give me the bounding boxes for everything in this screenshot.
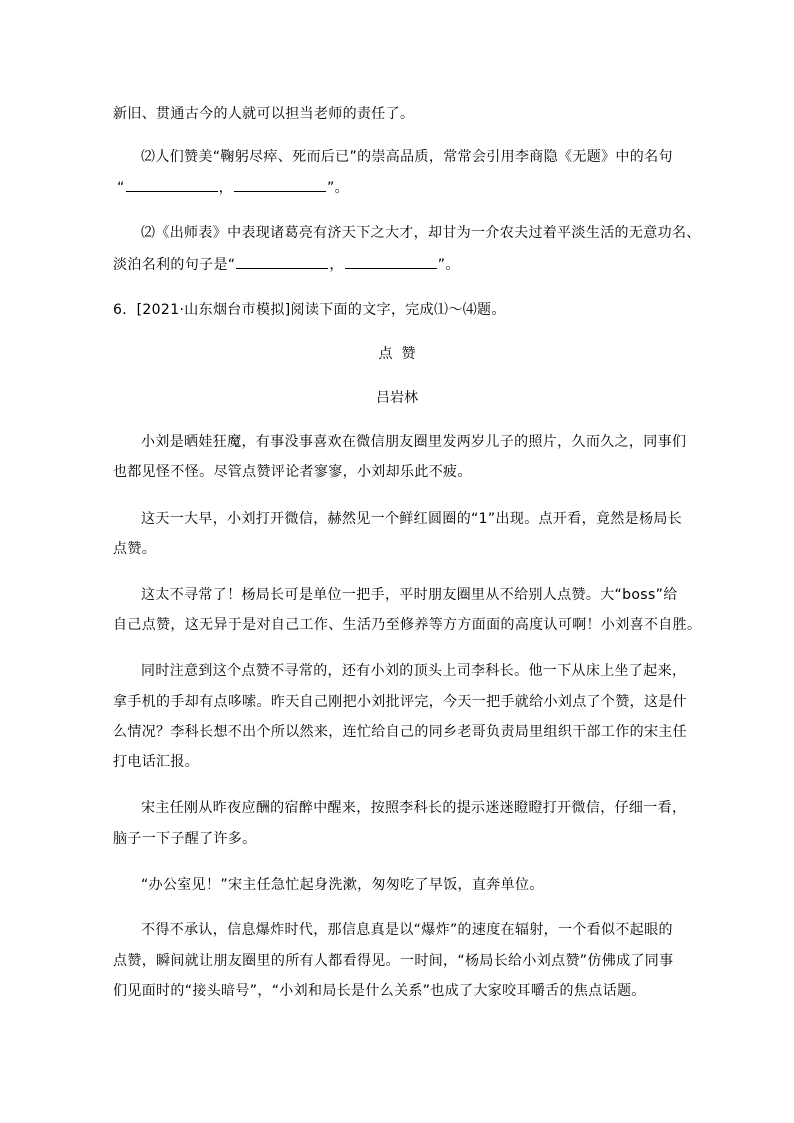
answer-blank-2[interactable] bbox=[234, 177, 326, 192]
paragraph-line: 自己点赞，这无异于是对自己工作、生活乃至修养等方方面面的高度认可啊！小刘喜不自胜。 bbox=[113, 617, 702, 633]
paragraph-line: 小刘是晒娃狂魔，有事没事喜欢在微信朋友圈里发两岁儿子的照片，久而久之，同事们 bbox=[141, 434, 687, 450]
answer-blank-4[interactable] bbox=[345, 254, 437, 269]
answer-blank-1[interactable] bbox=[126, 177, 218, 192]
story-title: 点 赞 bbox=[378, 346, 416, 362]
paragraph-continuation: 新旧、贯通古今的人就可以担当老师的责任了。 bbox=[113, 106, 415, 122]
open-quote: “ bbox=[117, 180, 125, 196]
paragraph-line: 宋主任刚从昨夜应酬的宿醉中醒来，按照李科长的提示迷迷瞪瞪打开微信，仔细一看， bbox=[141, 800, 687, 816]
question-2b-line2 bbox=[113, 254, 460, 275]
comma: ， bbox=[329, 257, 344, 273]
question-6-heading: 6．[2021·山东烟台市模拟]阅读下面的文字，完成⑴～⑷题。 bbox=[113, 302, 506, 318]
paragraph-line: 拿手机的手却有点哆嗦。昨天自己刚把小刘批评完，今天一把手就给小刘点了个赞，这是什 bbox=[113, 694, 687, 710]
story-author: 吕岩林 bbox=[376, 390, 418, 406]
paragraph-line: 点赞，瞬间就让朋友圈里的所有人都看得见。一时间，“杨局长给小刘点赞”仿佛成了同事 bbox=[113, 953, 674, 969]
paragraph-line: 不得不承认，信息爆炸时代，那信息真是以“爆炸”的速度在辐射，一个看似不起眼的 bbox=[141, 922, 673, 938]
paragraph-line: 这太不寻常了！杨局长可是单位一把手，平时朋友圈里从不给别人点赞。大“boss”给 bbox=[141, 587, 678, 603]
question-2a-line2 bbox=[117, 177, 349, 198]
paragraph-line: “办公室见！”宋主任急忙起身洗漱，匆匆吃了早饭，直奔单位。 bbox=[141, 877, 544, 893]
paragraph-line: 也都见怪不怪。尽管点赞评论者寥寥，小刘却乐此不疲。 bbox=[113, 464, 472, 480]
paragraph-line: 们见面时的“接头暗号”，“小刘和局长是什么关系”也成了大家咬耳嚼舌的焦点话题。 bbox=[113, 983, 646, 999]
paragraph-line: 打电话汇报。 bbox=[113, 754, 200, 770]
paragraph-line: 这天一大早，小刘打开微信，赫然见一个鲜红圆圈的“1”出现。点开看，竟然是杨局长 bbox=[141, 511, 683, 527]
answer-blank-3[interactable] bbox=[236, 254, 328, 269]
comma: ， bbox=[218, 180, 233, 196]
prefix-text: 淡泊名利的句子是“ bbox=[113, 257, 236, 273]
close-quote: ”。 bbox=[437, 257, 460, 273]
paragraph-line: 脑子一下子醒了许多。 bbox=[113, 831, 257, 847]
paragraph-line: 么情况？李科长想不出个所以然来，连忙给自己的同乡老哥负责局里组织干部工作的宋主任 bbox=[113, 724, 687, 740]
close-quote: ”。 bbox=[326, 180, 349, 196]
question-2b-line1: ⑵《出师表》中表现诸葛亮有济天下之大才，却甘为一介农夫过着平淡生活的无意功名、 bbox=[141, 225, 701, 241]
question-2a-line1: ⑵人们赞美“鞠躬尽瘁、死而后已”的崇高品质，常常会引用李商隐《无题》中的名句 bbox=[141, 149, 673, 165]
paragraph-line: 同时注意到这个点赞不寻常的，还有小刘的顶头上司李科长。他一下从床上坐了起来， bbox=[141, 663, 687, 679]
paragraph-line: 点赞。 bbox=[113, 541, 157, 557]
